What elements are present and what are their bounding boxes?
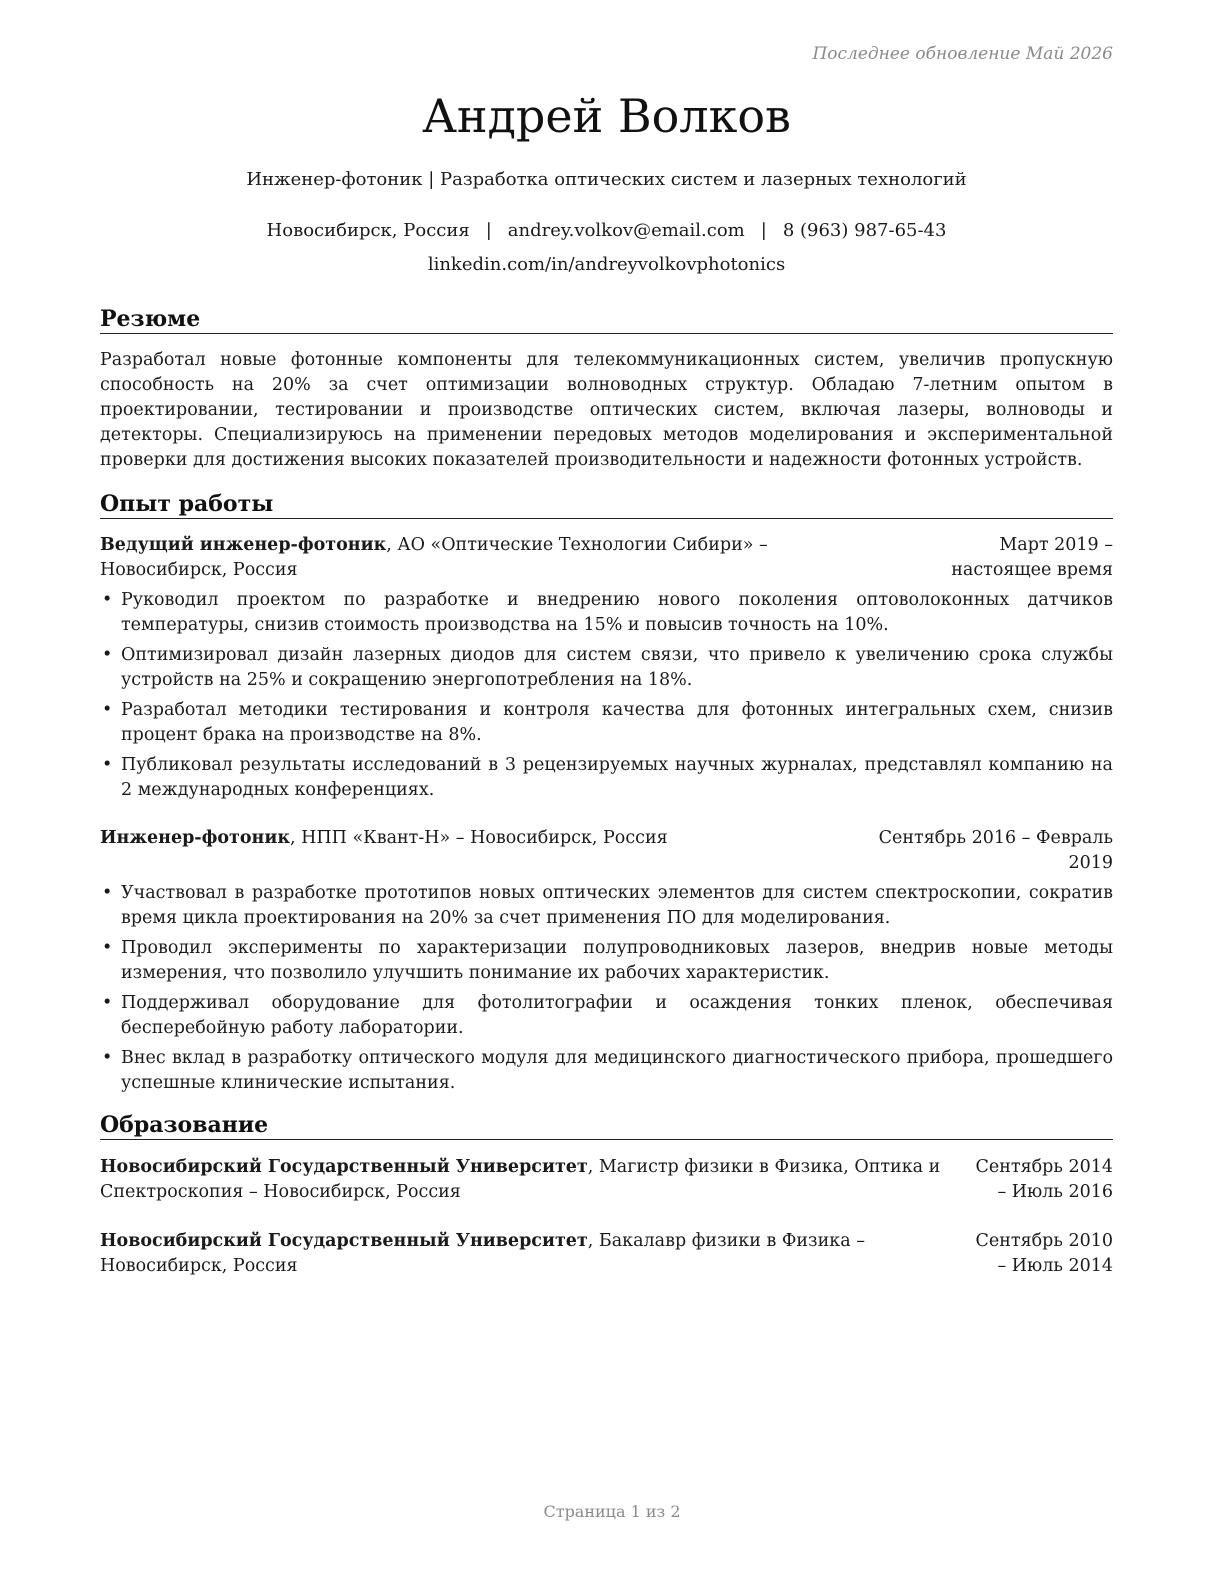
job-role: Ведущий инженер-фотоник: [100, 535, 387, 555]
section-title-experience: Опыт работы: [100, 490, 1113, 519]
job-dates: Сентябрь 2016 – Февраль 2019: [878, 828, 1113, 873]
education-line: [100, 1229, 965, 1279]
job-bullets: [100, 881, 1113, 1101]
tagline: Инженер-фотоник | Разработка оптических систем и лазерных технологий: [246, 169, 967, 190]
school-name: Новосибирский Государственный Университет: [100, 1157, 588, 1177]
email-link[interactable]: andrey.volkov@email.com: [507, 220, 745, 241]
education-dates: Сентябрь 2010 – Июль 2014: [975, 1231, 1113, 1276]
job-role: Инженер-фотоник: [100, 828, 290, 848]
last-updated: Последнее обновление Май 2026: [812, 44, 1113, 64]
section-title-summary: Резюме: [100, 305, 1113, 334]
education-line: [100, 1155, 965, 1205]
degree-detail: , Бакалавр физики в Физика – Новосибирск, Россия: [100, 1231, 865, 1276]
separator: |: [760, 220, 767, 241]
phone: 8 (963) 987-65-43: [782, 220, 947, 241]
summary-text: Разработал новые фотонные компоненты для телекоммуникационных систем, увеличив пропускную способность на 20% за счет оптимизации волноводных структур. Обладаю 7-летним опытом в проектировании, тестировании и производстве оптических систем, включая лазеры, волноводы и детекторы. Специализируюсь на применении передовых методов моделирования и экспериментальной проверки для достижения высоких показателей производительности и надежности фотонных устройств.: [100, 350, 1113, 470]
location: Новосибирск, Россия: [266, 220, 470, 241]
job-dates: Март 2019 – настоящее время: [951, 535, 1113, 580]
job-title-line: [100, 533, 870, 583]
section-title-education: Образование: [100, 1111, 1113, 1140]
education-entry: [100, 1229, 1113, 1279]
education-entry: [100, 1155, 1113, 1205]
bullet-item: • Оптимизировал дизайн лазерных диодов для систем связи, что привело к увеличению срока службы устройств на 25% и сокращению энергопотребления на 18%.: [100, 643, 1113, 693]
bullet-item: • Публиковал результаты исследований в 3 рецензируемых научных журналах, представлял компанию на 2 международных конференциях.: [100, 753, 1113, 803]
degree-detail: , Магистр физики в Физика, Оптика и Спектроскопия – Новосибирск, Россия: [100, 1157, 941, 1202]
separator: |: [485, 220, 492, 241]
candidate-name: Андрей Волков: [422, 89, 791, 143]
bullet-item: • Участвовал в разработке прототипов новых оптических элементов для систем спектроскопии, сократив время цикла проектирования на 20% за счет применения ПО для моделирования.: [100, 881, 1113, 931]
job-title-line: [100, 826, 873, 851]
page-number: Страница 1 из 2: [543, 1502, 681, 1521]
contact-line: [100, 218, 1113, 244]
job-header: [100, 533, 1113, 583]
bullet-item: • Проводил эксперименты по характеризации полупроводниковых лазеров, внедрив новые методы измерения, что позволило улучшить понимание их рабочих характеристик.: [100, 936, 1113, 986]
linkedin-link[interactable]: linkedin.com/in/andreyvolkovphotonics: [427, 254, 786, 275]
job-header: [100, 826, 1113, 876]
job-org: , АО «Оптические Технологии Сибири» – Новосибирск, Россия: [100, 535, 768, 580]
job-org: , НПП «Квант-Н» – Новосибирск, Россия: [290, 828, 668, 848]
education-dates: Сентябрь 2014 – Июль 2016: [975, 1157, 1113, 1202]
bullet-item: • Руководил проектом по разработке и внедрению нового поколения оптоволоконных датчиков температуры, снизив стоимость производства на 15% и повысив точность на 10%.: [100, 588, 1113, 638]
job-bullets: [100, 588, 1113, 808]
bullet-item: • Поддерживал оборудование для фотолитографии и осаждения тонких пленок, обеспечивая бесперебойную работу лаборатории.: [100, 991, 1113, 1041]
school-name: Новосибирский Государственный Университет: [100, 1231, 588, 1251]
bullet-item: • Разработал методики тестирования и контроля качества для фотонных интегральных схем, снизив процент брака на производстве на 8%.: [100, 698, 1113, 748]
bullet-item: • Внес вклад в разработку оптического модуля для медицинского диагностического прибора, прошедшего успешные клинические испытания.: [100, 1046, 1113, 1096]
